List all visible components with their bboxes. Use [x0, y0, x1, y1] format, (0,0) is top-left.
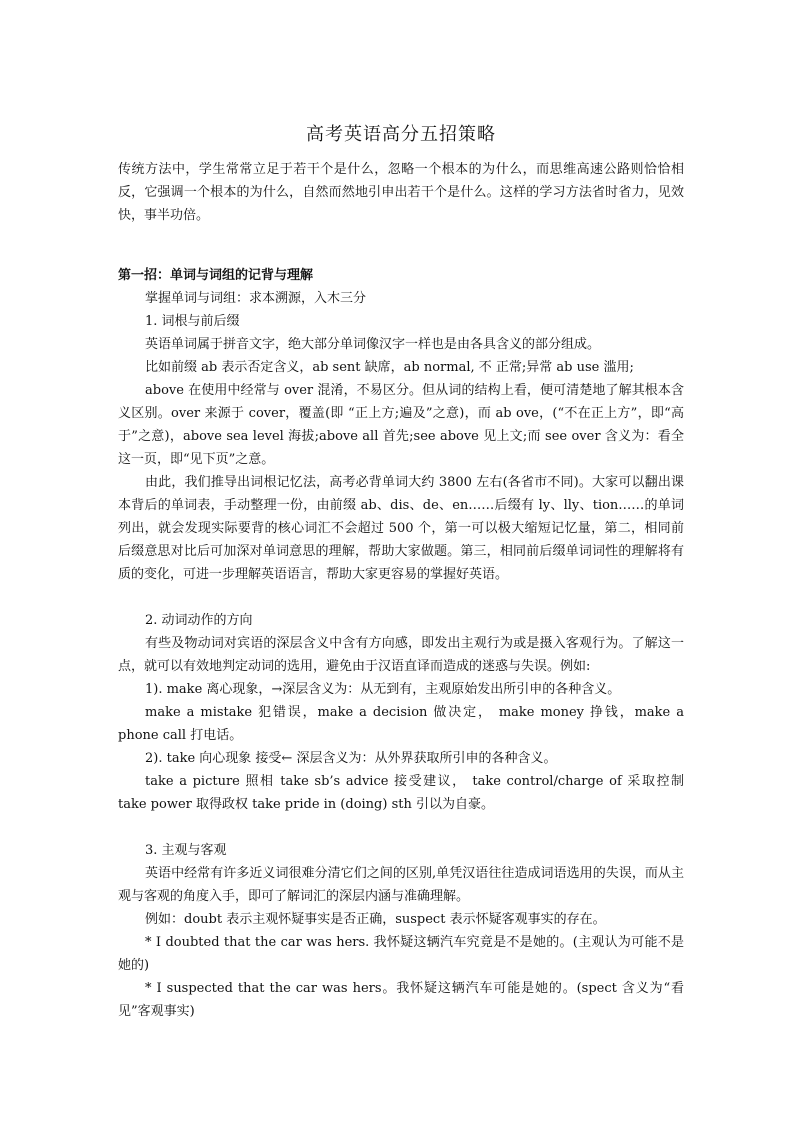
part3-paragraph-4: * I suspected that the car was hers。我怀疑这辆汽车可能是她的。(spect 含义为“看见”客观事实) — [118, 981, 684, 1019]
part3-title: 3. 主观与客观 — [145, 843, 227, 858]
part1-paragraph-1: 英语单词属于拼音文字，绝大部分单词像汉字一样也是由各具含义的部分组成。 — [145, 337, 601, 352]
part2-paragraph-3: make a mistake 犯错误，make a decision 做决定， make money 挣钱，make a phone call 打电话。 — [118, 705, 684, 743]
part1-title: 1. 词根与前后缀 — [145, 314, 240, 329]
part2-paragraph-5: take a picture 照相 take sb’s advice 接受建议， take control/charge of 采取控制 take power 取得政权 take pride in (doing) sth 引以为自豪。 — [118, 774, 684, 812]
part2-paragraph-4: 2). take 向心现象 接受← 深层含义为：从外界获取所引申的各种含义。 — [145, 751, 557, 766]
part1-paragraph-3: above 在使用中经常与 over 混淆，不易区分。但从词的结构上看，便可清楚地了解其根本含义区别。over 来源于 cover，覆盖(即 “正上方;遍及”之意)，而 ab ove，(“不在正上方”，即“高于”之意)，above sea level 海拔;above all 首先;see above 见上文;而 see over 含义为：看全这一页，即“见下页”之意。 — [118, 383, 684, 467]
spacer — [118, 586, 684, 609]
section1-subtitle: 掌握单词与词组：求本溯源，入木三分 — [145, 291, 367, 306]
part3-paragraph-1: 英语中经常有许多近义词很难分清它们之间的区别,单凭汉语往往造成词语选用的失误，而从主观与客观的角度入手，即可了解词汇的深层内涵与准确理解。 — [118, 866, 684, 904]
part2-paragraph-1: 有些及物动词对宾语的深层含义中含有方向感，即发出主观行为或是摄入客观行为。了解这一点，就可以有效地判定动词的选用，避免由于汉语直译而造成的迷惑与失误。例如: — [118, 636, 684, 674]
part3-paragraph-3: * I doubted that the car was hers. 我怀疑这辆汽车究竟是不是她的。(主观认为可能不是她的) — [118, 935, 684, 973]
part1-paragraph-2: 比如前缀 ab 表示否定含义，ab sent 缺席，ab normal, 不 正常;异常 ab use 滥用; — [145, 360, 634, 375]
part2-title: 2. 动词动作的方向 — [145, 613, 253, 628]
part3-paragraph-2: 例如：doubt 表示主观怀疑事实是否正确，suspect 表示怀疑客观事实的存在。 — [145, 912, 606, 927]
spacer — [118, 816, 684, 839]
intro-paragraph: 传统方法中，学生常常立足于若干个是什么，忽略一个根本的为什么，而思维高速公路则恰恰相反，它强调一个根本的为什么，自然而然地引申出若干个是什么。这样的学习方法省时省力，见效快，事半功倍。 — [118, 162, 684, 223]
document-title: 高考英语高分五招策略 — [306, 124, 496, 145]
part2-paragraph-2: 1). make 离心现象，→深层含义为：从无到有，主观原始发出所引申的各种含义。 — [145, 682, 621, 697]
section1-heading: 第一招：单词与词组的记背与理解 — [118, 268, 314, 283]
spacer — [118, 227, 684, 264]
part1-paragraph-4: 由此，我们推导出词根记忆法，高考必背单词大约 3800 左右(各省市不同)。大家可以翻出课本背后的单词表，手动整理一份，由前缀 ab、dis、de、en……后缀有 ly、lly、tion……的单词列出，就会发现实际要背的核心词汇不会超过 500 个，第一可以极大缩短记忆量，第二，相同前后缀意思对比后可加深对单词意思的理解，帮助大家做题。第三，相同前后缀单词词性的理解将有质的变化，可进一步理解英语语言，帮助大家更容易的掌握好英语。 — [118, 475, 684, 582]
document-page — [118, 118, 684, 1023]
